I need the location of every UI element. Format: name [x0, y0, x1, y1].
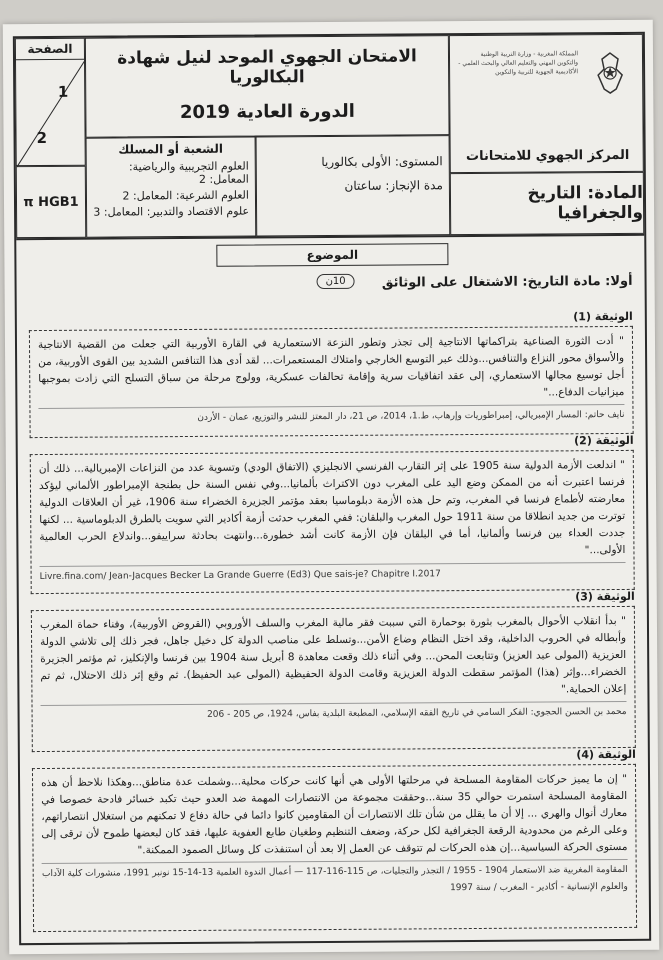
- exam-sheet: [3, 20, 659, 955]
- topic-label: الموضوع: [216, 243, 448, 267]
- header-table: [15, 34, 644, 240]
- document-label: الوثيقة (2): [574, 433, 634, 448]
- page-cell: [15, 38, 86, 166]
- exam-code: π HGB1: [16, 166, 87, 238]
- document-label: الوثيقة (4): [576, 747, 636, 762]
- page-divider: [16, 59, 87, 167]
- branch-row: العلوم التجريبية والرياضية: المعامل: 2: [128, 159, 249, 186]
- branch-row: علوم الاقتصاد والتدبير: المعامل: 3: [93, 204, 250, 219]
- title-cell: [85, 35, 450, 138]
- duration-text: مدة الإنجاز: ساعتان: [344, 178, 443, 193]
- document-source: نايف حاتم: المسار الإمبريالي، إمبراطوريات وإرهاب، ط.1، 2014، ص 21، دار المعتز للنشر والتوزيع، عمان - الأردن: [38, 404, 624, 428]
- level-text: المستوى: الأولى بكالوريا: [321, 154, 443, 170]
- branch-cell: [86, 137, 257, 238]
- document-box: [29, 326, 634, 438]
- branch-row: العلوم الشرعية: المعامل: 2: [122, 188, 250, 203]
- page-total: 2: [36, 128, 48, 148]
- subject-name: المادة: التاريخ والجغرافيا: [450, 172, 644, 235]
- document-source: المقاومة المغربية ضد الاستعمار 1904 - 1955 / التجذر والتجليات، ص 115-116-117 — أعمال الندوة العلمية 13-14-15 نونبر 1991، منشورات كلية الآداب والعلوم الإنسانية - أكادير - المغرب / سنة 1997: [42, 859, 628, 900]
- exam-center-name: المركز الجهوي للامتحانات: [465, 147, 630, 165]
- document-text: " بدأ انقلاب الأحوال بالمغرب بثورة بوحمارة التي سببت فقر مالية المغرب والسلف الأوروبي (القروض الأوربية)، وفناء حماة المغرب وأبطاله في الحروب الداخلية، وقد اختل النظام وضاع الأمن...وتسلط على مناصب الدولة كل دخيل جاهل، فجر ذلك إلى تلاشي الدولة العزيزية (المولى عبد العزيز) وتتابعت المحن... وفي أثناء ذلك وقعت معاهدة 8 أبريل سنة 1904 بين فرنسا والإنكليز، ثم مؤتمر الجزيرة الخضراء...وإثر (هذا) المؤتمر سقطت الدولة العزيزية وقامت الدولة الحفيظية (المولى عبد الحفيظ). ثم وقع إثر ذلك الاحتلال، ثم تم إعلان الحماية.": [39, 614, 627, 696]
- document-label: الوثيقة (3): [575, 589, 635, 604]
- document-text: " أدت الثورة الصناعية بتراكماتها الانتاجية إلى تجذر وتطور النزعة الاستعمارية في القارة الأوربية التي جعلت من القضية الانتاجية والأسواق محور النزاع والتنافس...وذلك عبر التوسع الخارجي وامتلاك المستعمرات... لقد أدى هذا التنافس الشديد بين القوى الأوربية، من أجل توسيع مجالها الاستعماري، إلى عقد اتفاقيات سرية وإقامة تحالفات عسكرية، وولوج مرحلة من سباق التسلح التي زادت بموجبها ميزانيات الدفاع...": [37, 334, 625, 399]
- logo-cell: [449, 34, 644, 173]
- document-box: [31, 606, 636, 752]
- document-source: محمد بن الحسن الحجوي: الفكر السامي في تاريخ الفقه الإسلامي، المطبعة البلدية بفاس، 1924، ص 205 - 206: [41, 701, 627, 725]
- page-label: الصفحة: [16, 39, 84, 60]
- document-source: Livre.fina.com/ Jean-Jacques Becker La Grande Guerre (Ed3) Que sais-je? Chapitre I.2017: [40, 562, 626, 586]
- document-text: " اندلعت الأزمة الدولية سنة 1905 على إثر التقارب الفرنسي الانجليزي (الاتفاق الودي) وتسوية عدد من النزاعات الإمبريالية... ذلك أن فرنسا اعتبرت أنه من الممكن وضع اليد على المغرب دون الاكتراث بألمانيا...وفي نفس السنة حل بطنجة الإمبراطور الألماني ليؤكد معارضته لأطماع فرنسا في المغرب، وتم حل هذه الأزمة دبلوماسيا بعقد مؤتمر الجزيرة الخضراء سنة 1906، غير أن العلاقات الدولية توترت من جديد انطلاقا من سنة 1911 حول المغرب والبلقان: ففي المغرب حدثت أزمة أكادير التي سويت بالطرق الدبلوماسية ... لكنها جددت العداء بين فرنسا وألمانيا، أما في البلقان فإن الأزمة كانت أشد خطورة...وانتهت بحادثة سراييفو...واندلاع الحرب العالمية الأولى...": [38, 458, 626, 557]
- section-title: أولا: مادة التاريخ: الاشتغال على الوثائق: [381, 273, 633, 291]
- ministry-logo-text: المملكة المغربية - وزارة التربية الوطنية والتكوين المهني والتعليم العالي والبحث العلمي - الأكاديمية الجهوية للتربية والتكوين: [458, 50, 579, 76]
- document-label: الوثيقة (1): [573, 309, 633, 324]
- page-frame: [13, 32, 651, 945]
- page-current: 1: [57, 82, 69, 101]
- document-text: " إن ما يميز حركات المقاومة المسلحة في مرحلتها الأولى هي أنها كانت حركات محلية...وشملت عدة مناطق...وهكذا نلاحظ أن هذه المقاومة المسلحة استمرت حوالي 35 سنة...وحققت مجموعة من الانتصارات المهمة ضد العدو حيث تكبد خسائر فادحة خصوصا في معارك أنوال والهري ... إلا أن ما يقلل من شأن تلك الانتصارات أن المقاومين كانوا دائما في حالة دفاع لا تمكنهم من استغلال انتصاراتهم، وعلى الرغم من محدودية الرقعة الجغرافية لكل حركة، وضعف التنظيم وطغيان طابع العفوية عليها، فقد كان لبعضها طموح لأن ترقى إلى مستوى الحركة السياسية...إن هذه الحركات لم تتوقف عن العمل إلا بعد أن استنفذت كل وسائل الصمود الممكنة.": [41, 772, 628, 857]
- branch-title: الشعبة أو المسلك: [118, 141, 224, 157]
- document-box: [30, 450, 635, 594]
- points-badge: 10ن: [317, 274, 355, 289]
- session-title: الدورة العادية 2019: [179, 100, 355, 124]
- level-cell: [256, 135, 451, 236]
- exam-title: الامتحان الجهوي الموحد لنيل شهادة البكالوريا: [117, 46, 417, 88]
- document-box: [32, 764, 637, 932]
- emblem-icon: [588, 49, 632, 97]
